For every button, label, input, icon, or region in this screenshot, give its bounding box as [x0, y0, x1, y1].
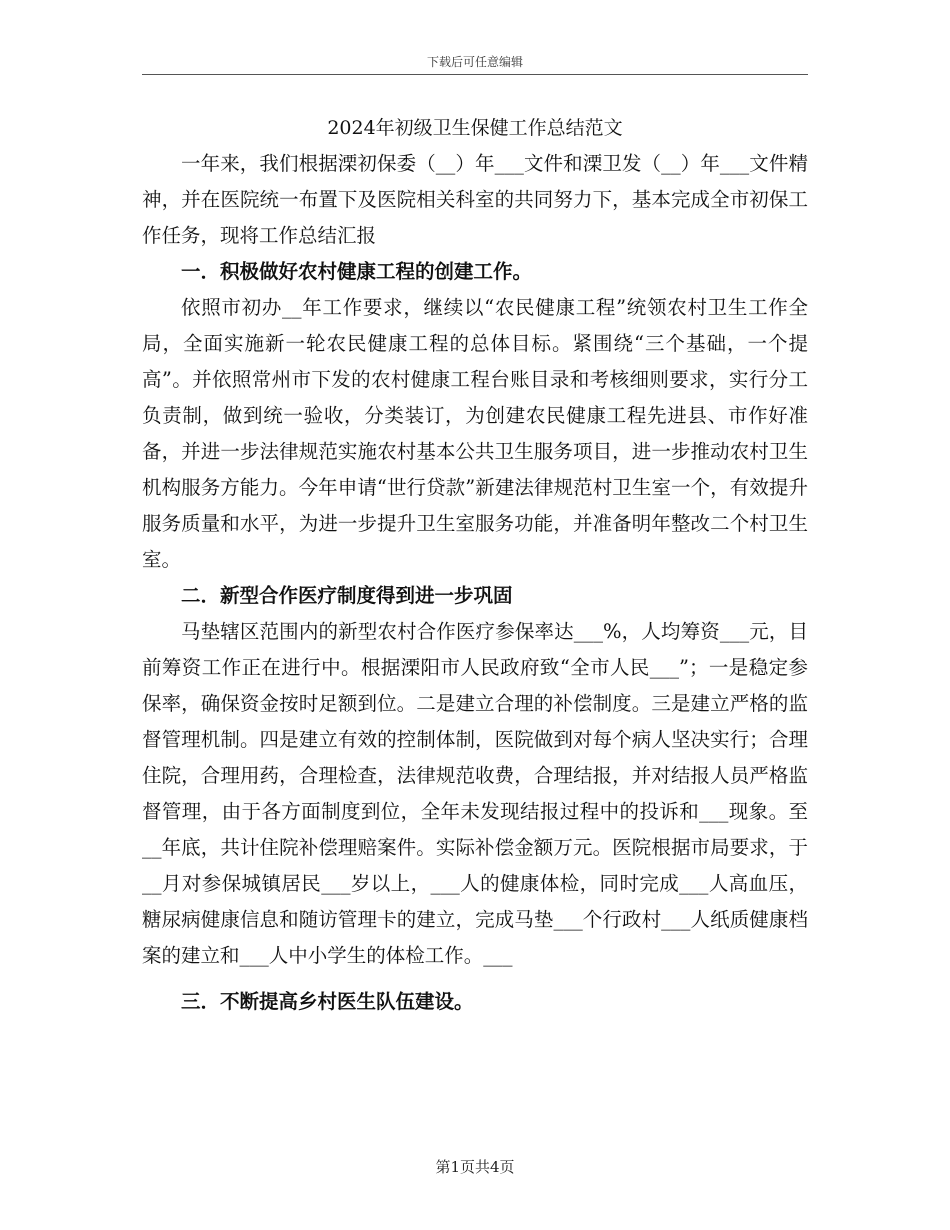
section-heading-1: 一．积极做好农村健康工程的创建工作。 — [181, 260, 533, 283]
section-spacer — [142, 974, 808, 984]
page-header: 下载后可任意编辑 — [426, 55, 523, 69]
document-body — [142, 110, 808, 1020]
section-body-1: 依照市初办__年工作要求，继续以“农民健康工程”统领农村卫生工作全局，全面实施新一轮农民健康工程的总体目标。紧围绕“三个基础，一个提高”。并依照常州市下发的农村健康工程台账目录和考核细则要求，实行分工负责制，做到统一验收，分类装订，为创建农民健康工程先进县、市作好准备，并进一步法律规范实施农村基本公共卫生服务项目，进一步推动农村卫生机构服务方能力。今年申请“世行贷款”新建法律规范村卫生室一个，有效提升服务质量和水平，为进一步提升卫生室服务功能，并准备明年整改二个村卫生室。 — [142, 296, 808, 571]
section-body-2: 马垫辖区范围内的新型农村合作医疗参保率达___%，人均筹资___元，目前筹资工作正在进行中。根据溧阳市人民政府致“全市人民___”；一是稳定参保率，确保资金按时足额到位。二是建立合理的补偿制度。三是建立严格的监督管理机制。四是建立有效的控制体制，医院做到对每个病人坚决实行；合理住院，合理用药，合理检查，法律规范收费，合理结报，并对结报人员严格监督管理，由于各方面制度到位，全年未发现结报过程中的投诉和___现象。至__年底，共计住院补偿理赔案件。实际补偿金额万元。医院根据市局要求，于__月对参保城镇居民___岁以上，___人的健康体检，同时完成___人高血压，糖尿病健康信息和随访管理卡的建立，完成马垫___个行政村___人纸质健康档案的建立和___人中小学生的体检工作。___ — [142, 620, 808, 967]
document-title: 2024年初级卫生保健工作总结范文 — [327, 117, 623, 139]
section-heading-2: 二．新型合作医疗制度得到进一步巩固 — [181, 584, 513, 607]
page-footer: 第1页共4页 — [435, 1158, 515, 1176]
section-heading-3: 三．不断提高乡村医生队伍建设。 — [181, 990, 474, 1013]
intro-paragraph: 一年来，我们根据溧初保委（__）年___文件和溧卫发（__）年___文件精神，并在医院统一布置下及医院相关科室的共同努力下，基本完成全市初保工作任务，现将工作总结汇报 — [142, 152, 808, 247]
header-divider — [142, 74, 808, 75]
